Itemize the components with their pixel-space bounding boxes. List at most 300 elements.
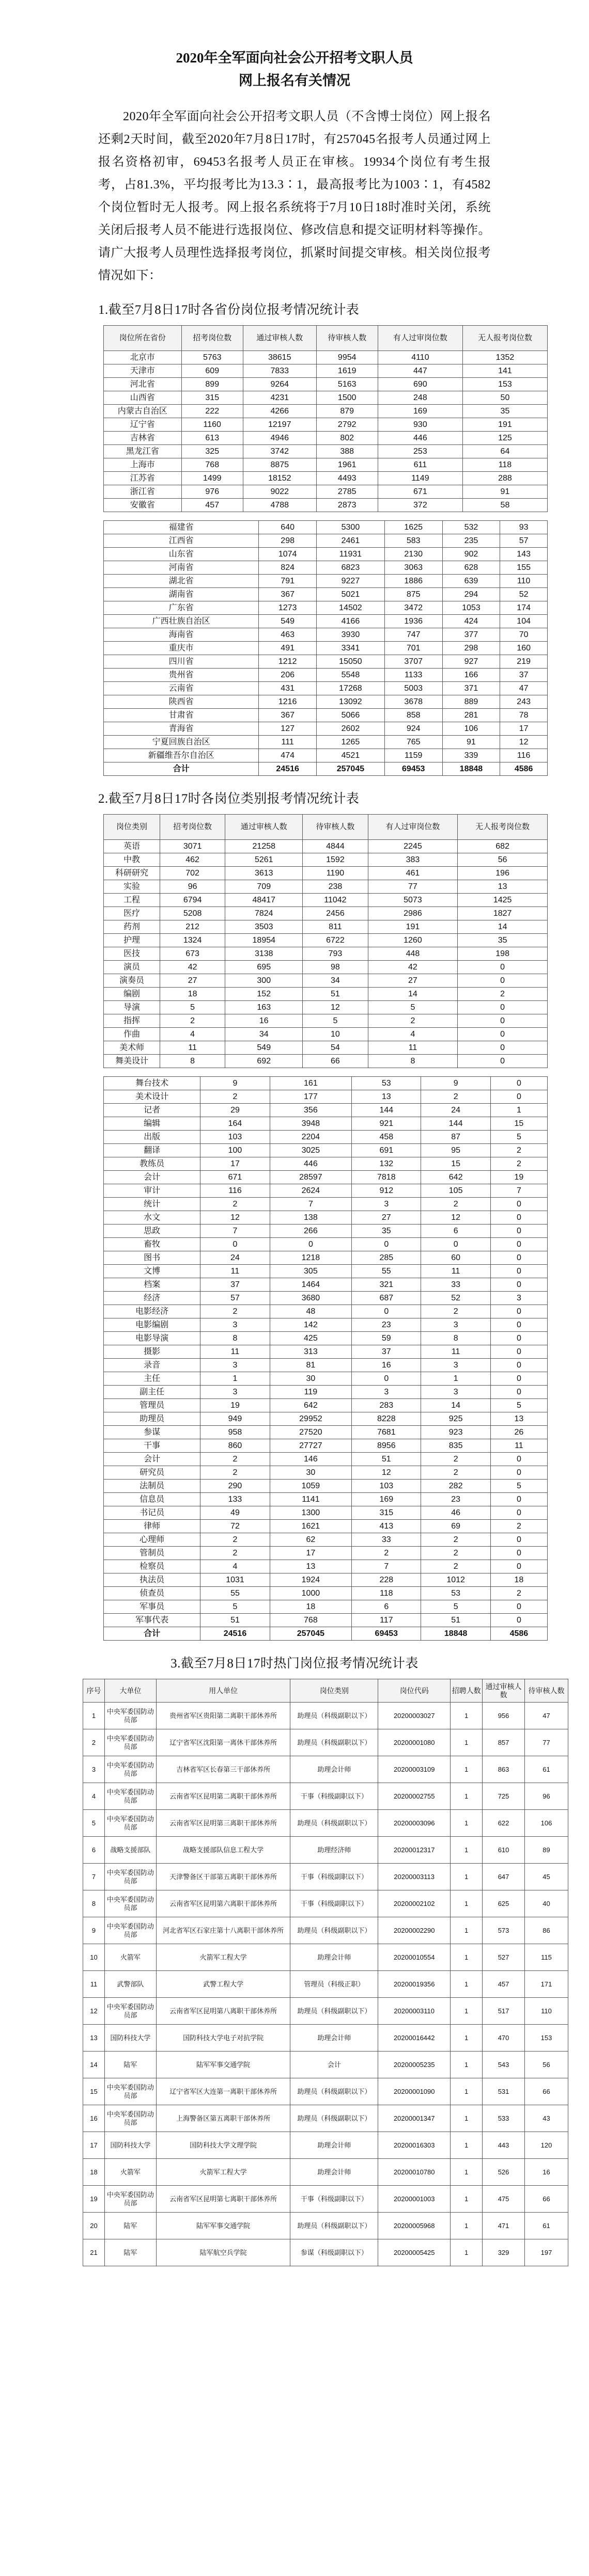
- table-cell: 132: [352, 1157, 421, 1171]
- table-cell: 11042: [303, 894, 368, 907]
- table-cell: 1500: [316, 391, 378, 405]
- table-cell: 湖北省: [104, 575, 259, 588]
- table-row: [104, 867, 548, 880]
- table-cell: 824: [259, 561, 317, 575]
- table-cell: 1924: [270, 1573, 351, 1587]
- table-cell: 549: [259, 615, 317, 628]
- table-cell: 104: [500, 615, 548, 628]
- table-cell: 197: [525, 2239, 568, 2266]
- table-cell: 中央军委国防动员部: [104, 1703, 156, 1729]
- table-cell: 4521: [317, 749, 385, 762]
- table-cell: 编辑: [104, 1117, 200, 1131]
- table-cell: 0: [421, 1238, 490, 1251]
- table-cell: 152: [225, 988, 303, 1001]
- table-cell: 191: [368, 920, 458, 934]
- section-hot-positions: [86, 1655, 565, 2266]
- table-cell: 424: [442, 615, 500, 628]
- table-cell: 陕西省: [104, 695, 259, 709]
- table-cell: 163: [225, 1001, 303, 1014]
- table-cell: 4: [83, 1783, 105, 1810]
- table-cell: 765: [384, 736, 442, 749]
- table-cell: 武警部队: [104, 1971, 156, 1998]
- table-cell: 3503: [225, 920, 303, 934]
- table-header-cell: 招聘人数: [451, 1679, 483, 1703]
- table-cell: 20200005235: [378, 2052, 451, 2078]
- table-cell: 陆军军事交通学院: [156, 2052, 290, 2078]
- table-cell: 上海市: [104, 458, 182, 472]
- table-cell: 248: [378, 391, 462, 405]
- table-cell: 57: [500, 534, 548, 548]
- table-cell: 记者: [104, 1104, 200, 1117]
- table-header-cell: 招考岗位数: [160, 815, 225, 840]
- table-row: [104, 1600, 548, 1614]
- table-cell: 4: [200, 1560, 270, 1573]
- table-cell: 53: [352, 1077, 421, 1090]
- table-cell: 290: [200, 1480, 270, 1493]
- table-row: [104, 561, 548, 575]
- hot-table-body: [83, 1703, 568, 2266]
- table-cell: 火箭军工程大学: [156, 1944, 290, 1971]
- table-cell: 0: [490, 1466, 547, 1480]
- table-cell: 舞美设计: [104, 1055, 160, 1068]
- table-cell: 166: [442, 669, 500, 682]
- table-cell: 695: [225, 961, 303, 974]
- table-cell: 18152: [243, 472, 316, 485]
- table-cell: 助理员（科级副职以下）: [290, 1729, 378, 1756]
- table-cell: 161: [270, 1077, 351, 1090]
- table-cell: 2: [200, 1466, 270, 1480]
- category-table-part2: [103, 1076, 548, 1641]
- table-cell: 医技: [104, 947, 160, 961]
- table-cell: 860: [200, 1439, 270, 1453]
- table-cell: 106: [442, 722, 500, 736]
- table-cell: 153: [462, 378, 547, 391]
- table-cell: 中教: [104, 853, 160, 867]
- table-cell: 20200003113: [378, 1864, 451, 1890]
- table-cell: 27: [368, 974, 458, 988]
- table-cell: 169: [378, 405, 462, 418]
- table-cell: 96: [525, 1783, 568, 1810]
- table-cell: 20200003096: [378, 1810, 451, 1837]
- table-cell: 演员: [104, 961, 160, 974]
- table-cell: 13: [490, 1412, 547, 1426]
- hot-table-header: [83, 1679, 568, 1703]
- table-cell: 参谋（科级副职以下）: [290, 2239, 378, 2266]
- table-cell: 110: [500, 575, 548, 588]
- table-cell: 78: [500, 709, 548, 722]
- section-category: [98, 790, 530, 1641]
- table-row: [104, 1157, 548, 1171]
- table-cell: 9227: [317, 575, 385, 588]
- table-cell: 446: [378, 432, 462, 445]
- table-cell: 0: [490, 1386, 547, 1399]
- table-cell: 3138: [225, 947, 303, 961]
- table-header-cell: 无人报考岗位数: [458, 815, 548, 840]
- table-cell: 146: [270, 1453, 351, 1466]
- table-cell: 91: [462, 485, 547, 499]
- table-cell: 国防科技大学文理学院: [156, 2132, 290, 2159]
- table-cell: 1: [83, 1703, 105, 1729]
- table-cell: 5208: [160, 907, 225, 920]
- table-cell: 388: [316, 445, 378, 458]
- table-row: [104, 880, 548, 894]
- table-cell: 9264: [243, 378, 316, 391]
- table-cell: 20200005968: [378, 2213, 451, 2239]
- table-cell: 902: [442, 548, 500, 561]
- category-total-row: [104, 1627, 548, 1641]
- table-cell: 青海省: [104, 722, 259, 736]
- table-cell: 14: [368, 988, 458, 1001]
- table-row: [104, 1014, 548, 1028]
- table-row: [104, 628, 548, 642]
- table-cell: 0: [352, 1305, 421, 1318]
- table-cell: 628: [442, 561, 500, 575]
- table-cell: 0: [490, 1318, 547, 1332]
- table-row: [104, 1225, 548, 1238]
- table-cell: 贵州省: [104, 669, 259, 682]
- table-cell: 16: [352, 1359, 421, 1372]
- table-row: [104, 736, 548, 749]
- table-cell: 1212: [259, 655, 317, 669]
- table-cell: 639: [442, 575, 500, 588]
- table-cell: 16: [525, 2159, 568, 2186]
- table-cell: 辽宁省军区大连第一离职干部休养所: [156, 2078, 290, 2105]
- table-cell: 陆军军事交通学院: [156, 2213, 290, 2239]
- table-cell: 2: [421, 1198, 490, 1211]
- table-cell: 491: [259, 642, 317, 655]
- table-cell: 50: [462, 391, 547, 405]
- table-row: [104, 1318, 548, 1332]
- table-header-cell: 岗位类别: [290, 1679, 378, 1703]
- table-cell: 18848: [421, 1627, 490, 1641]
- table-cell: 24516: [259, 762, 317, 776]
- table-cell: 0: [490, 1453, 547, 1466]
- table-cell: 1: [451, 1837, 483, 1864]
- table-cell: 1: [451, 1756, 483, 1783]
- table-cell: 护理: [104, 934, 160, 947]
- table-cell: 武警工程大学: [156, 1971, 290, 1998]
- table-cell: 329: [483, 2239, 525, 2266]
- table-cell: 助理会计师: [290, 2159, 378, 2186]
- table-cell: 5: [303, 1014, 368, 1028]
- table-cell: 0: [490, 1238, 547, 1251]
- table-cell: 2792: [316, 418, 378, 432]
- table-cell: 5066: [317, 709, 385, 722]
- table-cell: 91: [442, 736, 500, 749]
- table-cell: 陆军: [104, 2052, 156, 2078]
- table-cell: 1190: [303, 867, 368, 880]
- table-cell: 77: [525, 1729, 568, 1756]
- table-cell: 93: [500, 521, 548, 534]
- table-cell: 研究员: [104, 1466, 200, 1480]
- table-cell: 0: [490, 1077, 547, 1090]
- table-cell: 侦查员: [104, 1587, 200, 1600]
- table-cell: 18: [83, 2159, 105, 2186]
- table-cell: 461: [368, 867, 458, 880]
- table-cell: 电影导演: [104, 1332, 200, 1345]
- table-cell: 助理会计师: [290, 2132, 378, 2159]
- table-cell: 103: [200, 1131, 270, 1144]
- table-cell: 21: [83, 2239, 105, 2266]
- table-cell: 7: [200, 1225, 270, 1238]
- table-cell: 0: [458, 1028, 548, 1041]
- table-row: [104, 601, 548, 615]
- table-cell: 0: [490, 1345, 547, 1359]
- table-cell: 军事员: [104, 1600, 200, 1614]
- table-cell: 信息员: [104, 1493, 200, 1506]
- table-cell: 1149: [378, 472, 462, 485]
- table-cell: 339: [442, 749, 500, 762]
- table-row: [104, 615, 548, 628]
- table-cell: 927: [442, 655, 500, 669]
- table-cell: 198: [458, 947, 548, 961]
- table-cell: 助理员（科级副职以下）: [290, 2105, 378, 2132]
- table-cell: 助理员（科级副职以下）: [290, 1810, 378, 1837]
- table-cell: 上海警备区第五离职干部休养所: [156, 2105, 290, 2132]
- table-cell: 17: [500, 722, 548, 736]
- table-cell: 新疆维吾尔自治区: [104, 749, 259, 762]
- table-cell: 药剂: [104, 920, 160, 934]
- table-cell: 2: [200, 1090, 270, 1104]
- table-cell: 377: [442, 628, 500, 642]
- table-header-cell: 有人过审岗位数: [378, 326, 462, 351]
- table-cell: 313: [270, 1345, 351, 1359]
- table-cell: 15: [490, 1117, 547, 1131]
- table-cell: 1: [451, 1810, 483, 1837]
- table-cell: 20200016303: [378, 2132, 451, 2159]
- table-cell: 281: [442, 709, 500, 722]
- table-cell: 33: [421, 1278, 490, 1292]
- province-table-part2: [103, 520, 548, 776]
- table-cell: 142: [270, 1318, 351, 1332]
- table-row: [83, 1703, 568, 1729]
- table-row: [104, 351, 548, 364]
- table-row: [104, 1560, 548, 1573]
- table-cell: 2: [421, 1547, 490, 1560]
- table-cell: 10: [83, 1944, 105, 1971]
- table-cell: 133: [200, 1493, 270, 1506]
- table-cell: 3: [352, 1198, 421, 1211]
- table-cell: 118: [352, 1587, 421, 1600]
- table-cell: 768: [270, 1614, 351, 1627]
- table-cell: 622: [483, 1810, 525, 1837]
- table-cell: 7: [490, 1184, 547, 1198]
- table-cell: 1059: [270, 1480, 351, 1493]
- table-cell: 1: [451, 1703, 483, 1729]
- table-header-cell: 序号: [83, 1679, 105, 1703]
- table-cell: 543: [483, 2052, 525, 2078]
- table-cell: 执法员: [104, 1573, 200, 1587]
- table-cell: 66: [525, 2186, 568, 2213]
- table-cell: 助理员（科级副职以下）: [290, 1998, 378, 2025]
- table-cell: 5: [490, 1480, 547, 1493]
- table-row: [104, 1055, 548, 1068]
- table-row: [104, 1144, 548, 1157]
- table-row: [104, 907, 548, 920]
- table-cell: 1273: [259, 601, 317, 615]
- table-cell: 科研研究: [104, 867, 160, 880]
- table-cell: 会计: [104, 1453, 200, 1466]
- table-cell: 1425: [458, 894, 548, 907]
- table-row: [83, 1890, 568, 1917]
- table-cell: 253: [378, 445, 462, 458]
- table-cell: 923: [421, 1426, 490, 1439]
- table-cell: 5: [200, 1600, 270, 1614]
- table-cell: 53: [421, 1587, 490, 1600]
- doc-title-line2: 网上报名有关情况: [239, 73, 350, 88]
- table-cell: 11: [83, 1971, 105, 1998]
- table-cell: 29952: [270, 1412, 351, 1426]
- table-cell: 1324: [160, 934, 225, 947]
- table-cell: 858: [384, 709, 442, 722]
- table-cell: 3613: [225, 867, 303, 880]
- table-cell: 中央军委国防动员部: [104, 1917, 156, 1944]
- table-cell: 2624: [270, 1184, 351, 1198]
- table-row: [104, 1265, 548, 1278]
- table-row: [104, 1131, 548, 1144]
- table-cell: 38615: [243, 351, 316, 364]
- table-cell: 5: [421, 1600, 490, 1614]
- table-row: [104, 682, 548, 695]
- table-cell: 24: [421, 1104, 490, 1117]
- table-cell: 美术师: [104, 1041, 160, 1055]
- table-cell: 6823: [317, 561, 385, 575]
- table-cell: 673: [160, 947, 225, 961]
- table-cell: 471: [483, 2213, 525, 2239]
- table-row: [104, 1292, 548, 1305]
- table-cell: 24516: [200, 1627, 270, 1641]
- table-cell: 144: [352, 1104, 421, 1117]
- table-header-cell: 岗位类别: [104, 815, 160, 840]
- table-cell: 89: [525, 1837, 568, 1864]
- table-cell: 116: [500, 749, 548, 762]
- table-cell: 13: [352, 1090, 421, 1104]
- table-cell: 367: [259, 588, 317, 601]
- table-cell: 18: [160, 988, 225, 1001]
- table-cell: 3: [421, 1386, 490, 1399]
- table-cell: 463: [259, 628, 317, 642]
- table-row: [104, 378, 548, 391]
- table-cell: 2: [421, 1560, 490, 1573]
- table-cell: 143: [500, 548, 548, 561]
- table-cell: 682: [458, 840, 548, 853]
- table-cell: 7: [270, 1198, 351, 1211]
- table-cell: 20200001080: [378, 1729, 451, 1756]
- table-cell: 工程: [104, 894, 160, 907]
- table-cell: 河南省: [104, 561, 259, 575]
- table-cell: 413: [352, 1520, 421, 1533]
- table-cell: 20200019356: [378, 1971, 451, 1998]
- table-row: [104, 974, 548, 988]
- table-cell: 翻译: [104, 1144, 200, 1157]
- table-cell: 16: [83, 2105, 105, 2132]
- table-cell: 12197: [243, 418, 316, 432]
- table-cell: 835: [421, 1439, 490, 1453]
- table-cell: 18848: [442, 762, 500, 776]
- table-cell: 609: [181, 364, 243, 378]
- table-cell: 1031: [200, 1573, 270, 1587]
- table-cell: 干事（科级副职以下）: [290, 2186, 378, 2213]
- table-cell: 2130: [384, 548, 442, 561]
- table-row: [104, 1305, 548, 1318]
- table-row: [104, 575, 548, 588]
- table-cell: 976: [181, 485, 243, 499]
- table-cell: 298: [442, 642, 500, 655]
- table-cell: 13: [458, 880, 548, 894]
- table-cell: 1: [490, 1104, 547, 1117]
- table-cell: 畜牧: [104, 1238, 200, 1251]
- table-cell: 0: [270, 1238, 351, 1251]
- table-cell: 21258: [225, 840, 303, 853]
- table-cell: 54: [303, 1041, 368, 1055]
- table-cell: 2: [83, 1729, 105, 1756]
- table-cell: 2: [421, 1453, 490, 1466]
- table-cell: 583: [384, 534, 442, 548]
- table-cell: 56: [525, 2052, 568, 2078]
- table-cell: 52: [500, 588, 548, 601]
- table-cell: 1: [451, 2025, 483, 2052]
- table-cell: 0: [458, 961, 548, 974]
- table-cell: 13: [83, 2025, 105, 2052]
- table-cell: 956: [483, 1703, 525, 1729]
- table-cell: 725: [483, 1783, 525, 1810]
- table-row: [104, 1117, 548, 1131]
- table-cell: 23: [352, 1318, 421, 1332]
- table-cell: 30: [270, 1372, 351, 1386]
- table-cell: 857: [483, 1729, 525, 1756]
- category-table-part1: [103, 814, 548, 1068]
- table-cell: 23: [421, 1493, 490, 1506]
- table-cell: 4: [160, 1028, 225, 1041]
- table-cell: 0: [490, 1278, 547, 1292]
- hot-positions-table: [83, 1679, 568, 2266]
- table-cell: 会计: [290, 2052, 378, 2078]
- table-cell: 35: [352, 1225, 421, 1238]
- table-row: [104, 1001, 548, 1014]
- table-cell: 34: [303, 974, 368, 988]
- table-cell: 13: [270, 1560, 351, 1573]
- table-cell: 3071: [160, 840, 225, 853]
- table-cell: 1: [451, 1971, 483, 1998]
- table-cell: 辽宁省: [104, 418, 182, 432]
- table-cell: 24: [200, 1251, 270, 1265]
- table-row: [104, 1028, 548, 1041]
- table-row: [83, 2025, 568, 2052]
- table-cell: 921: [352, 1117, 421, 1131]
- section2-title: 2.截至7月8日17时各岗位类别报考情况统计表: [98, 792, 360, 806]
- table-cell: 266: [270, 1225, 351, 1238]
- table-cell: 天津市: [104, 364, 182, 378]
- table-cell: 助理会计师: [290, 2025, 378, 2052]
- table-cell: 1619: [316, 364, 378, 378]
- table-cell: 1: [451, 1864, 483, 1890]
- category-table-body2: [104, 1077, 548, 1627]
- table-row: [104, 588, 548, 601]
- table-cell: 66: [525, 2078, 568, 2105]
- table-cell: 1012: [421, 1573, 490, 1587]
- table-cell: 51: [200, 1614, 270, 1627]
- table-cell: 155: [500, 561, 548, 575]
- table-cell: 5548: [317, 669, 385, 682]
- table-cell: 助理会计师: [290, 1756, 378, 1783]
- table-cell: 9954: [316, 351, 378, 364]
- table-row: [104, 1506, 548, 1520]
- section3-title: 3.截至7月8日17时热门岗位报考情况统计表: [171, 1657, 419, 1671]
- table-cell: 1000: [270, 1587, 351, 1600]
- table-cell: 中央军委国防动员部: [104, 1756, 156, 1783]
- table-cell: 3: [352, 1386, 421, 1399]
- table-cell: 0: [490, 1614, 547, 1627]
